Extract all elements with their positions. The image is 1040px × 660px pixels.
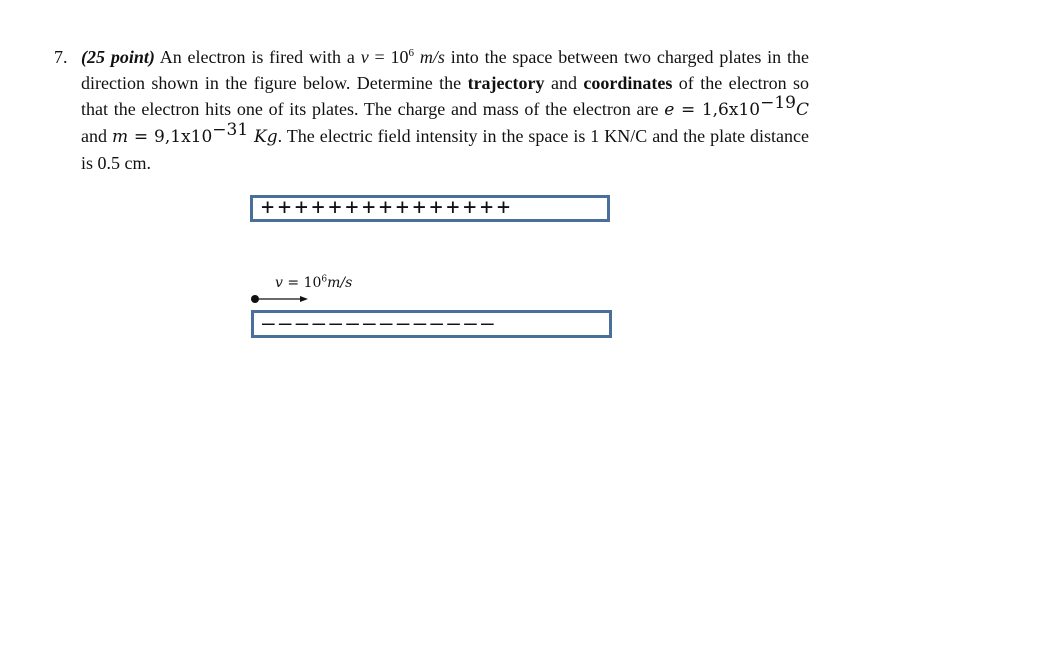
negative-plate <box>251 310 612 338</box>
electron-dot <box>251 295 259 303</box>
velocity-label-unit: m/s <box>327 275 353 291</box>
positive-plate <box>250 195 610 222</box>
velocity-equals: = 10 <box>368 47 409 67</box>
charge-value: = 1,6x10 <box>674 100 761 120</box>
mass-symbol: m <box>111 127 129 147</box>
velocity-arrow-head <box>300 296 308 302</box>
mass-exponent: −31 <box>212 120 249 140</box>
negative-plate-signs: —————————————— <box>262 311 498 335</box>
charge-exponent: −19 <box>760 93 796 113</box>
problem-text-segment: into the space between two charged plates in the direction shown in the figure below. Determine the <box>81 47 810 93</box>
mass-unit: Kg <box>248 127 278 147</box>
problem-statement <box>81 44 809 176</box>
problem-number: 7. <box>54 47 68 67</box>
keyword-trajectory: trajectory <box>467 73 545 93</box>
velocity-symbol: v <box>360 47 369 67</box>
problem-text-segment: and <box>544 73 584 93</box>
charge-unit: C <box>795 100 809 120</box>
velocity-label-exponent: 6 <box>321 274 328 285</box>
velocity-label <box>275 275 352 291</box>
mass-value: = 9,1x10 <box>128 127 213 147</box>
velocity-exponent: 6 <box>408 47 415 59</box>
keyword-coordinates: coordinates <box>583 73 673 93</box>
velocity-label-equals: = <box>282 275 304 291</box>
problem-text-segment: An electron is fired with a <box>154 47 361 67</box>
problem-text-segment: . The electric field intensity in the space is 1 KN/C and the plate distance is 0.5 cm. <box>81 126 809 173</box>
problem-text-segment: and <box>81 126 112 146</box>
velocity-label-symbol: v <box>275 275 283 291</box>
problem-text-segment: of the electron so that the electron hits one of its plates. The charge and mass of the electron are <box>81 73 809 119</box>
positive-plate-signs: +++++++++++++++ <box>261 195 514 220</box>
velocity-unit: m/s <box>414 47 445 67</box>
problem-points: (25 point) <box>81 47 155 67</box>
velocity-label-base: 10 <box>303 275 322 291</box>
charge-symbol: e <box>664 100 675 120</box>
